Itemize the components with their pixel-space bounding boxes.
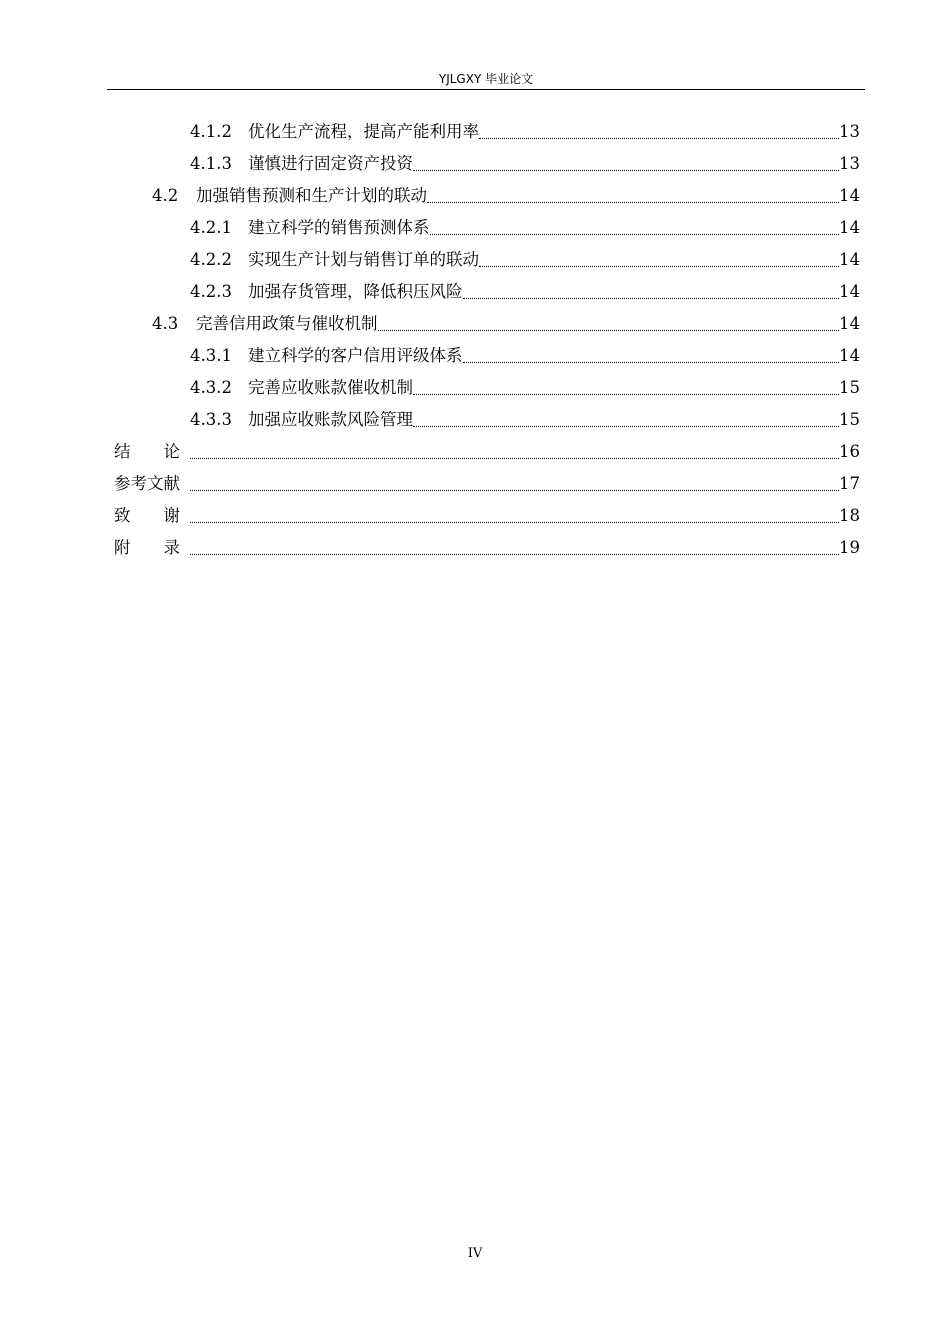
page-number: IV [467,1246,483,1261]
toc-entry[interactable] [114,500,860,532]
toc-entry[interactable] [190,372,860,404]
toc-entry-number: 4.2.3 [190,282,232,301]
toc-leader-dots [378,308,840,340]
toc-entry-title: 加强存货管理，降低积压风险 [248,282,463,301]
toc-entry[interactable] [152,308,860,340]
toc-entry-number: 4.2.1 [190,218,232,237]
toc-leader-dots [479,244,839,276]
toc-entry-number: 4.3.1 [190,346,232,365]
toc-entry-page: 13 [839,122,860,141]
toc-entry-title: 附 录 [114,538,180,557]
toc-entry-number: 4.2.2 [190,250,232,269]
toc-leader-dots [463,340,840,372]
toc-entry-page: 15 [839,378,860,397]
toc-entry[interactable] [190,340,860,372]
toc-entry-title: 完善应收账款催收机制 [248,378,413,397]
toc-entry-page: 16 [839,442,860,461]
toc-leader-dots [430,212,840,244]
toc-entry-number: 4.3.3 [190,410,232,429]
toc-entry[interactable] [114,468,860,500]
toc-entry-page: 14 [839,346,860,365]
toc-entry-number: 4.2 [152,186,179,205]
toc-leader-dots [413,372,839,404]
toc-entry-title: 结 论 [114,442,180,461]
toc-entry[interactable] [114,436,860,468]
toc-entry[interactable] [190,212,860,244]
toc-leader-dots [413,404,839,436]
toc-entry-number: 4.1.2 [190,122,232,141]
toc-leader-dots [190,436,839,468]
toc-entry-page: 15 [839,410,860,429]
toc-entry-page: 14 [839,282,860,301]
toc-entry-page: 17 [839,474,860,493]
toc-entry-number: 4.3.2 [190,378,232,397]
toc-leader-dots [479,116,839,148]
toc-entry-page: 14 [839,314,860,333]
toc-entry-title: 致 谢 [114,506,180,525]
toc-entry-page: 14 [839,186,860,205]
toc-entry-page: 19 [839,538,860,557]
toc-entry-title: 谨慎进行固定资产投资 [248,154,413,173]
toc-entry-title: 建立科学的客户信用评级体系 [248,346,463,365]
toc-entry[interactable] [190,276,860,308]
toc-entry-title: 加强应收账款风险管理 [248,410,413,429]
page-header: YJLGXY 毕业论文 [438,72,534,86]
toc-leader-dots [413,148,839,180]
toc-entry[interactable] [190,116,860,148]
toc-entry[interactable] [190,148,860,180]
toc-entry-number: 4.1.3 [190,154,232,173]
toc-leader-dots [427,180,839,212]
toc-entry-page: 18 [839,506,860,525]
toc-leader-dots [190,468,839,500]
toc-entry-title: 建立科学的销售预测体系 [248,218,430,237]
toc-leader-dots [190,500,839,532]
toc-entry-title: 优化生产流程，提高产能利用率 [248,122,479,141]
toc-entry[interactable] [190,244,860,276]
toc-entry-title: 实现生产计划与销售订单的联动 [248,250,479,269]
toc-entry-page: 13 [839,154,860,173]
toc-entry-page: 14 [839,218,860,237]
toc-entry-title: 参考文献 [114,474,180,493]
header-divider [107,89,865,90]
toc-entry[interactable] [114,532,860,564]
toc-entry-title: 完善信用政策与催收机制 [196,314,378,333]
toc-entry-page: 14 [839,250,860,269]
toc-entry[interactable] [152,180,860,212]
toc-entry-title: 加强销售预测和生产计划的联动 [196,186,427,205]
toc-entry-number: 4.3 [152,314,179,333]
toc-entry[interactable] [190,404,860,436]
toc-leader-dots [190,532,839,564]
toc-leader-dots [463,276,840,308]
